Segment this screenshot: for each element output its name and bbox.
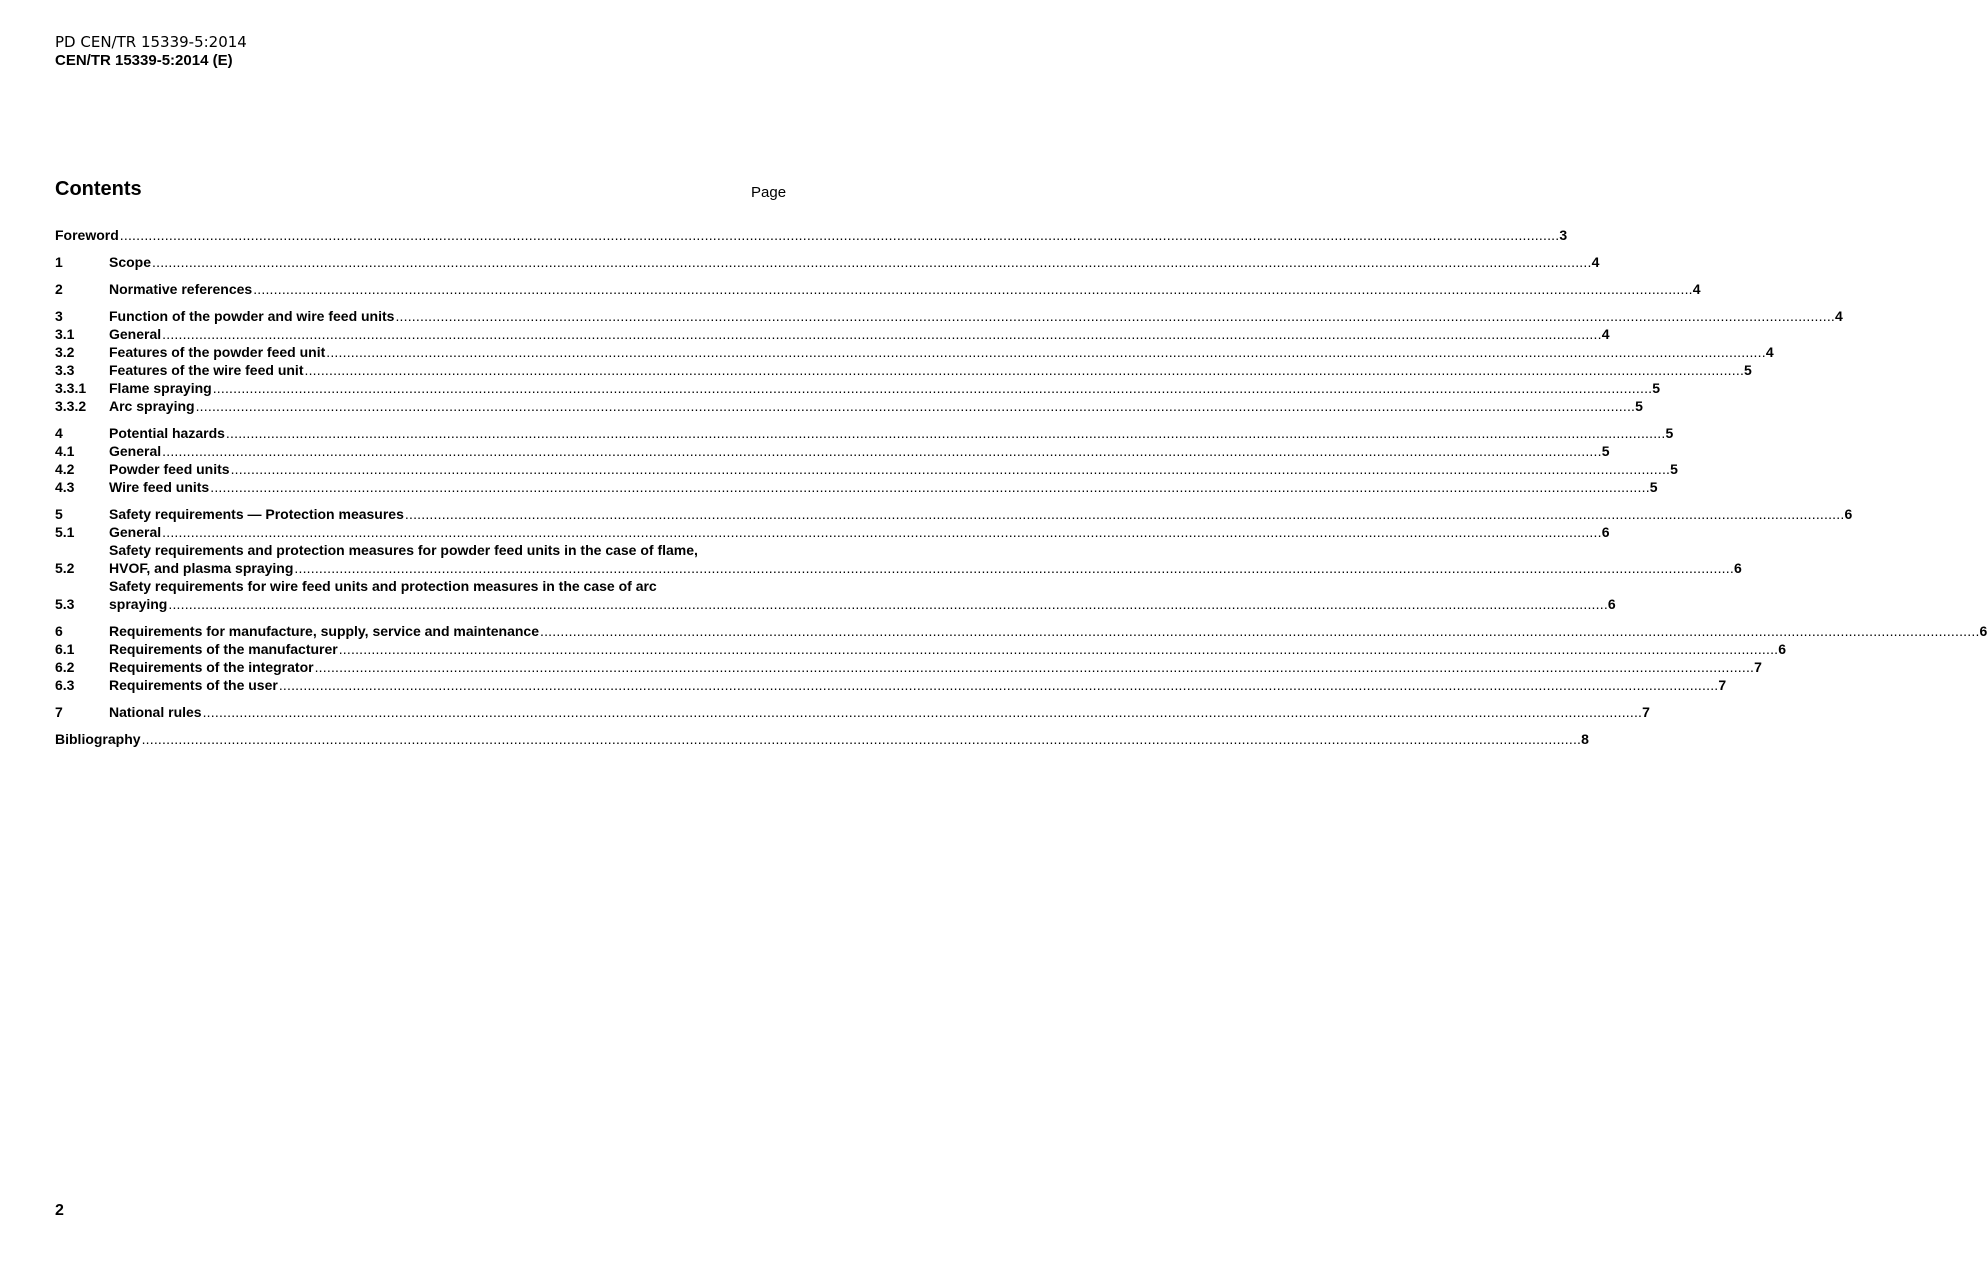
toc-entry-title: Foreword <box>55 227 119 243</box>
dot-leader <box>162 442 1602 460</box>
toc-entry-number: 5.1 <box>55 524 75 540</box>
toc-entry[interactable] <box>55 523 1610 541</box>
toc-entry[interactable] <box>55 541 1742 577</box>
page-column-label: Page <box>751 184 787 201</box>
toc-entry-title: Potential hazards <box>109 425 225 441</box>
toc-entry[interactable] <box>55 730 1589 748</box>
dot-leader <box>210 478 1650 496</box>
toc-entry-page: 5 <box>1652 380 1661 396</box>
toc-entry-number: 1 <box>55 254 63 270</box>
toc-entry-number: 6.2 <box>55 659 75 675</box>
toc-entry-page: 4 <box>1692 281 1701 297</box>
toc-entry-title: Requirements of the manufacturer <box>109 641 338 657</box>
toc-entry-title: Features of the powder feed unit <box>109 344 326 360</box>
toc-entry-page: 7 <box>1754 659 1762 675</box>
toc-entry-title: Flame spraying <box>109 380 212 396</box>
toc-entry[interactable] <box>55 226 1568 244</box>
toc-entry[interactable] <box>55 280 1701 298</box>
toc-entry[interactable] <box>55 424 1674 442</box>
toc-entry-title-continued: HVOF, and plasma spraying <box>109 560 294 576</box>
toc-entry-page: 6 <box>1607 596 1616 612</box>
toc-entry-title: Powder feed units <box>109 461 230 477</box>
toc-entry-page: 5 <box>1670 461 1678 477</box>
toc-entry[interactable] <box>55 703 1650 721</box>
toc-entry-number: 6.1 <box>55 641 75 657</box>
toc-entry-number: 5.2 <box>55 560 75 576</box>
dot-leader <box>339 640 1779 658</box>
toc-entry-number: 7 <box>55 704 63 720</box>
toc-entry[interactable] <box>55 658 1762 676</box>
toc-entry-page: 6 <box>1979 623 1987 639</box>
toc-entry[interactable] <box>55 361 1752 379</box>
toc-entry-number: 5 <box>55 506 63 522</box>
toc-entry[interactable] <box>55 307 1843 325</box>
toc-entry-title: General <box>109 326 162 342</box>
toc-entry[interactable] <box>55 460 1678 478</box>
toc-entry-page: 4 <box>1835 308 1843 324</box>
toc-entry-page: 6 <box>1844 506 1853 522</box>
page-title: Contents <box>55 178 142 200</box>
toc-entry-title: Safety requirements and protection measures for powder feed units in the case of flame, <box>109 542 698 558</box>
toc-entry-title: Arc spraying <box>109 398 195 414</box>
toc-entry-number: 3 <box>55 308 63 324</box>
toc-entry-title: General <box>109 443 162 459</box>
toc-entry-page: 8 <box>1581 731 1589 747</box>
toc-entry[interactable] <box>55 379 1661 397</box>
dot-leader <box>213 379 1653 397</box>
toc-entry-title: Bibliography <box>55 731 141 747</box>
toc-entry[interactable] <box>55 622 1987 640</box>
toc-entry-page: 6 <box>1733 560 1742 576</box>
toc-entry-number: 4.1 <box>55 443 75 459</box>
toc-entry-title: Requirements of the user <box>109 677 278 693</box>
toc-entry-page: 5 <box>1649 479 1658 495</box>
dot-leader <box>326 343 1766 361</box>
toc-entry-title: Function of the powder and wire feed units <box>109 308 395 324</box>
toc-entry-number: 2 <box>55 281 63 297</box>
toc-entry-number: 3.3.1 <box>55 380 87 396</box>
toc-entry[interactable] <box>55 505 1853 523</box>
toc-entry-page: 7 <box>1642 704 1650 720</box>
toc-entry-number: 5.3 <box>55 596 75 612</box>
toc-entry-page: 7 <box>1718 677 1727 693</box>
toc-entry-title: Safety requirements for wire feed units and protection measures in the case of arc <box>109 578 657 594</box>
toc-entry[interactable] <box>55 640 1787 658</box>
dot-leader <box>279 676 1719 694</box>
toc-entry[interactable] <box>55 478 1658 496</box>
toc-entry-page: 5 <box>1665 425 1674 441</box>
toc-entry-page: 6 <box>1778 641 1787 657</box>
dot-leader <box>395 307 1835 325</box>
toc-entry[interactable] <box>55 325 1610 343</box>
toc-entry-number: 4.3 <box>55 479 75 495</box>
dot-leader <box>540 622 1980 640</box>
toc-entry-number: 3.3.2 <box>55 398 87 414</box>
toc-entry-title: National rules <box>109 704 202 720</box>
dot-leader <box>203 703 1643 721</box>
dot-leader <box>162 325 1602 343</box>
dot-leader <box>162 523 1602 541</box>
doc-id-header: PD CEN/TR 15339-5:2014 <box>55 33 247 51</box>
doc-id-header-english: CEN/TR 15339-5:2014 (E) <box>55 52 233 69</box>
toc-entry-title: Scope <box>109 254 152 270</box>
dot-leader <box>304 361 1744 379</box>
toc-entry-page: 4 <box>1601 326 1610 342</box>
dot-leader <box>142 730 1582 748</box>
toc-entry-page: 3 <box>1559 227 1568 243</box>
toc-entry[interactable] <box>55 577 1616 613</box>
toc-entry-number: 4.2 <box>55 461 75 477</box>
dot-leader <box>196 397 1636 415</box>
toc-entry-number: 6.3 <box>55 677 75 693</box>
toc-entry[interactable] <box>55 676 1727 694</box>
toc-entry[interactable] <box>55 343 1774 361</box>
toc-entry-page: 4 <box>1765 344 1774 360</box>
page-number: 2 <box>55 1202 64 1219</box>
toc-entry-title-continued: spraying <box>109 596 168 612</box>
dot-leader <box>152 253 1592 271</box>
table-of-contents <box>55 226 1987 748</box>
toc-entry-page: 4 <box>1591 254 1600 270</box>
dot-leader <box>405 505 1845 523</box>
toc-entry-number: 4 <box>55 425 63 441</box>
dot-leader <box>226 424 1666 442</box>
dot-leader <box>253 280 1693 298</box>
toc-entry[interactable] <box>55 442 1610 460</box>
toc-entry[interactable] <box>55 253 1600 271</box>
toc-entry-title: Safety requirements — Protection measures <box>109 506 404 522</box>
toc-entry-number: 6 <box>55 623 63 639</box>
dot-leader <box>315 658 1755 676</box>
toc-entry-title: Requirements for manufacture, supply, service and maintenance <box>109 623 539 639</box>
toc-entry-title: Features of the wire feed unit <box>109 362 304 378</box>
toc-entry-number: 3.1 <box>55 326 75 342</box>
toc-entry-number: 3.2 <box>55 344 75 360</box>
toc-entry[interactable] <box>55 397 1643 415</box>
dot-leader <box>168 595 1608 613</box>
toc-entry-title: Wire feed units <box>109 479 210 495</box>
dot-leader <box>120 226 1560 244</box>
toc-entry-title: Normative references <box>109 281 253 297</box>
toc-entry-page: 6 <box>1601 524 1610 540</box>
toc-entry-page: 5 <box>1601 443 1610 459</box>
dot-leader <box>231 460 1671 478</box>
toc-entry-title: General <box>109 524 162 540</box>
toc-entry-page: 5 <box>1635 398 1643 414</box>
dot-leader <box>294 559 1734 577</box>
toc-entry-page: 5 <box>1744 362 1752 378</box>
toc-entry-number: 3.3 <box>55 362 75 378</box>
toc-entry-title: Requirements of the integrator <box>109 659 314 675</box>
